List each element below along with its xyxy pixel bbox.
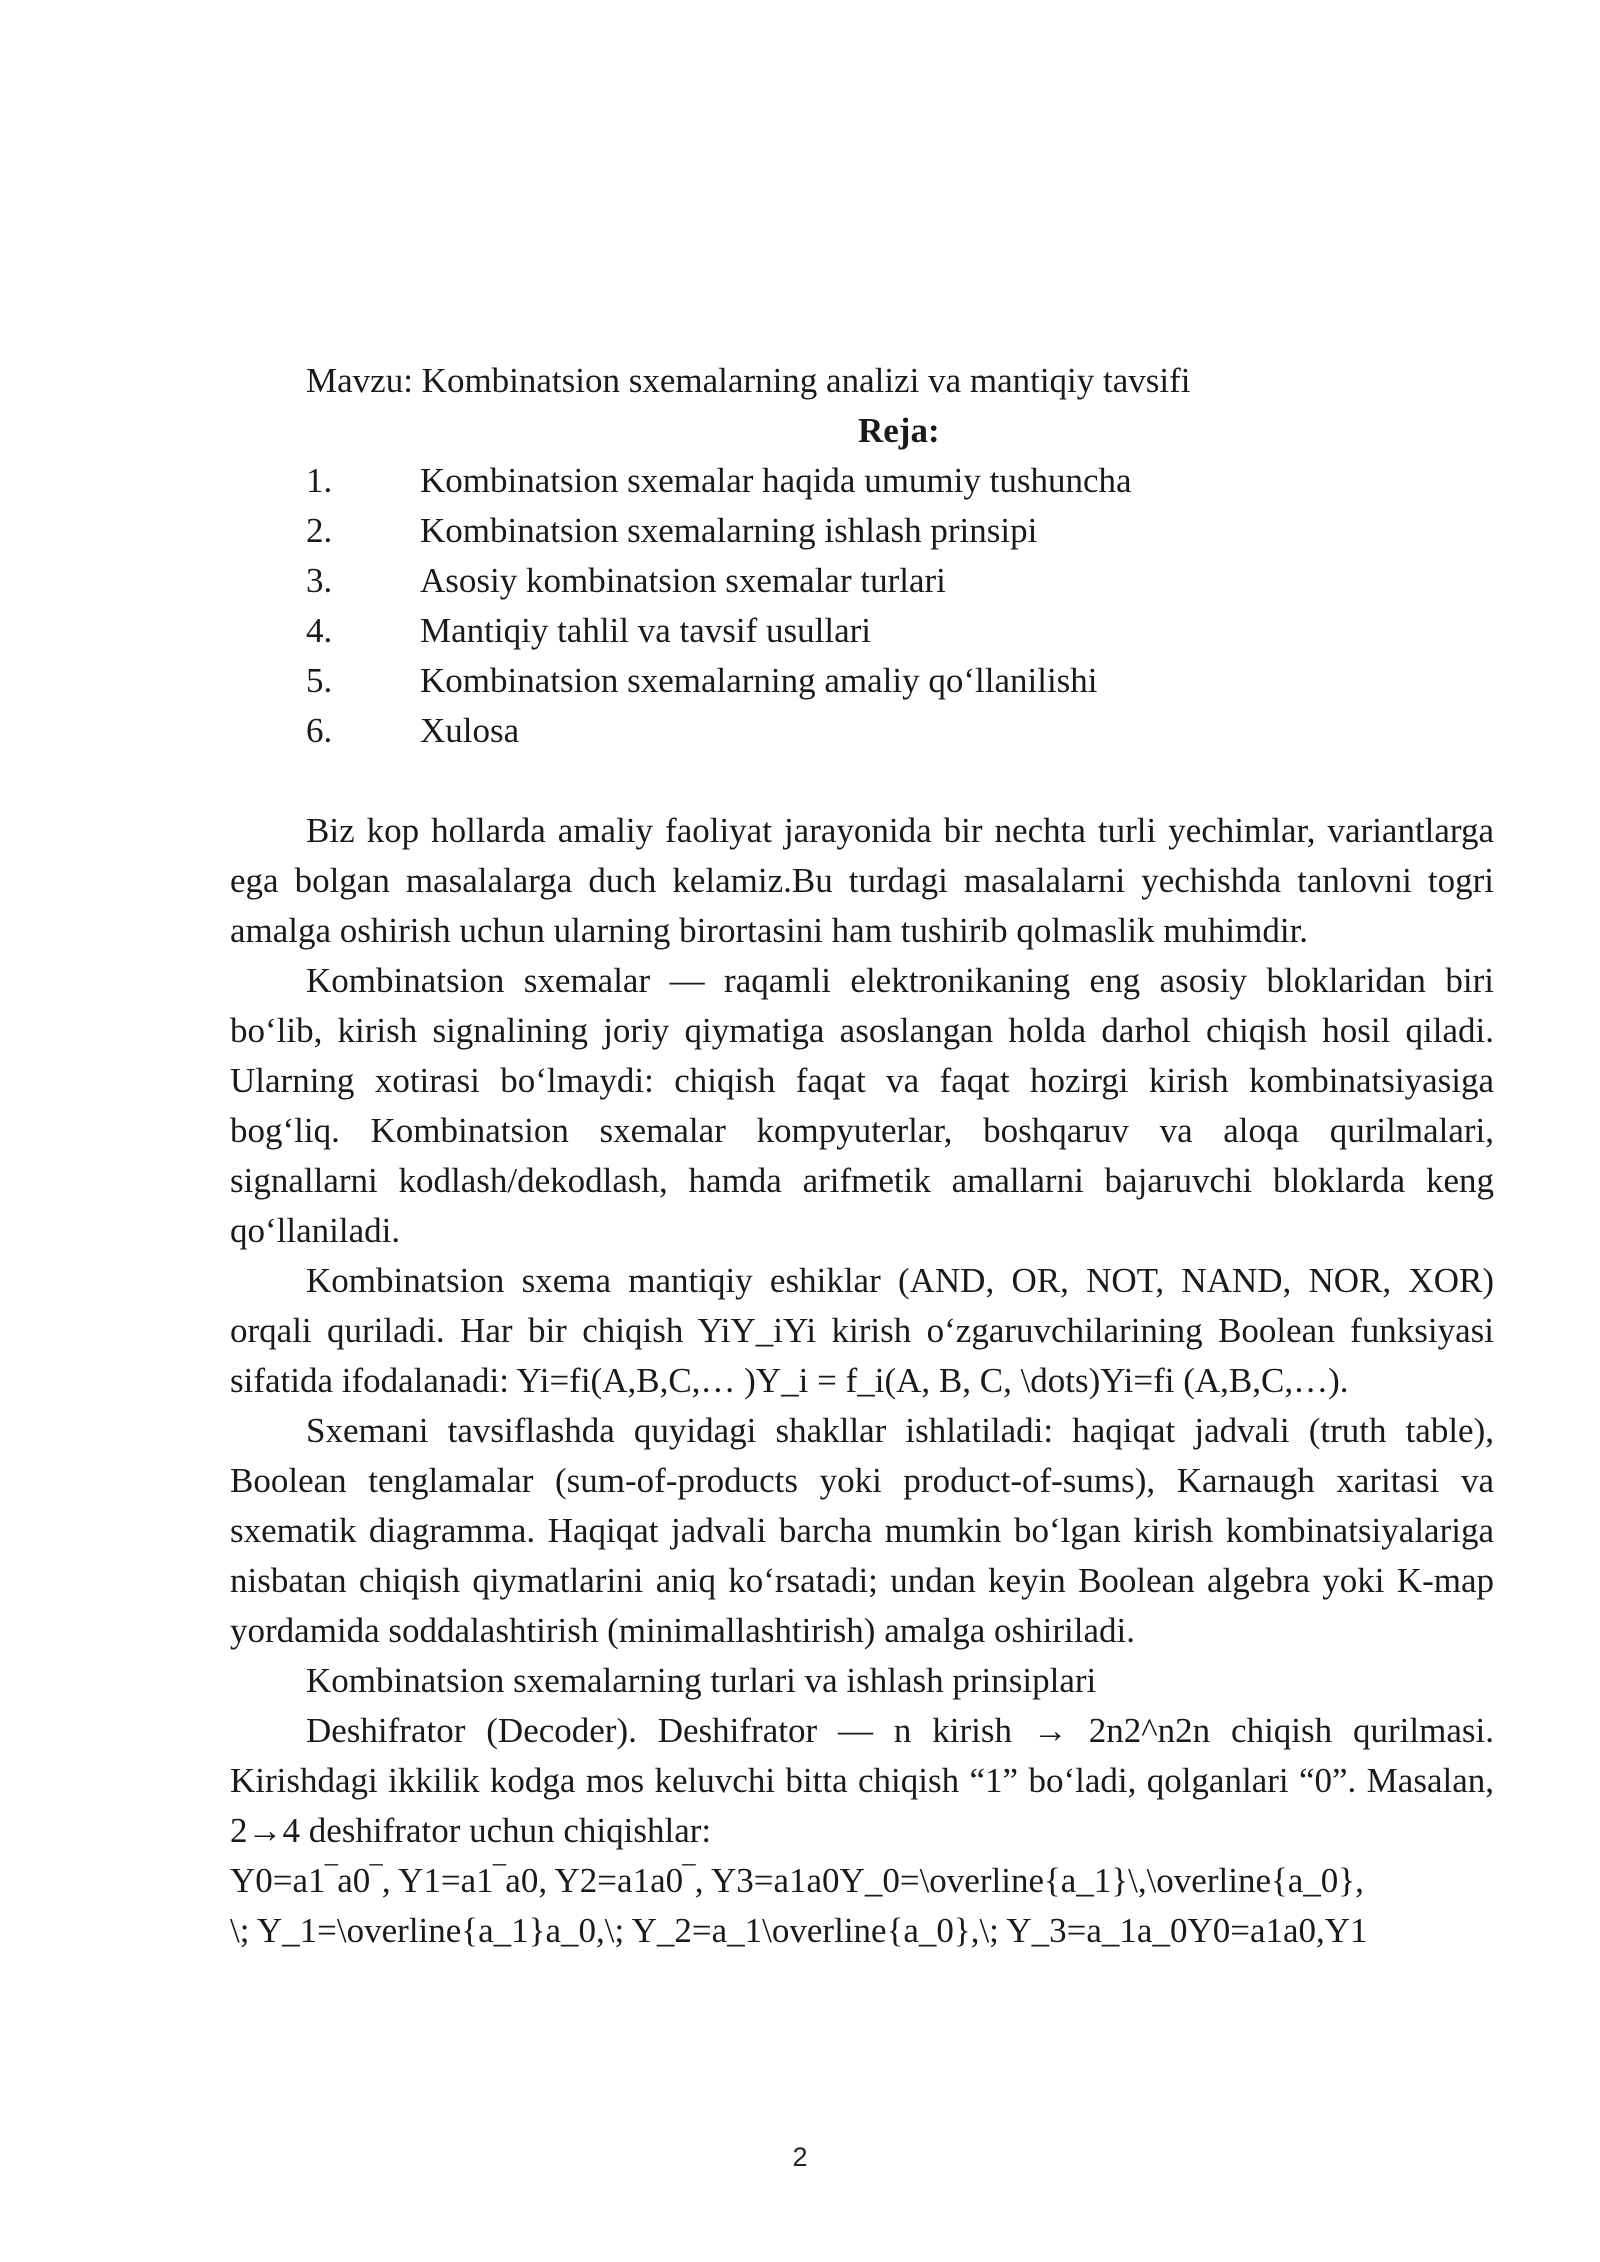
logic-gates-paragraph: Kombinatsion sxema mantiqiy eshiklar (AND, OR, NOT, NAND, NOR, XOR) orqali quriladi. Har bir chiqish YiY_iYi kirish o‘zgaruvchilarining Boolean funksiyasi sifatida ifodalanadi: Yi=fi(A,B,C,… )Y_i = f_i(A, B, C, \dots)Yi=fi (A,B,C,…). [230,1261,1494,1400]
formula-line: \; Y_1=\overline{a_1}a_0,\; Y_2=a_1\overline{a_0},\; Y_3=a_1a_0Y0=a1a0,Y1 [230,1911,1368,1950]
formula-line: Y0=a1‾a0‾, Y1=a1‾a0, Y2=a1a0‾, Y3=a1a0Y_0=\overline{a_1}\,\overline{a_0}, [230,1861,1364,1900]
plan-item-text: Xulosa [420,711,520,750]
topic-line: Mavzu: Kombinatsion sxemalarning analizi va mantiqiy tavsifi [306,361,1191,400]
plan-item-number: 6. [306,711,333,750]
plan-item [230,556,1494,606]
plan-item-number: 4. [306,611,333,650]
plan-item-number: 5. [306,661,333,700]
definition-paragraph: Kombinatsion sxemalar — raqamli elektronikaning eng asosiy bloklaridan biri bo‘lib, kirish signalining joriy qiymatiga asoslangan holda darhol chiqish hosil qiladi. Ularning xotirasi bo‘lmaydi: chiqish faqat va faqat hozirgi kirish kombinatsiyasiga bog‘liq. Kombinatsion sxemalar kompyuterlar, boshqaruv va aloqa qurilmalari, signallarni kodlash/dekodlash, hamda arifmetik amallarni bajaruvchi bloklarda keng qo‘llaniladi. [230,961,1494,1250]
plan-item [230,706,1494,756]
plan-item-text: Asosiy kombinatsion sxemalar turlari [420,561,946,600]
intro-paragraph: Biz kop hollarda amaliy faoliyat jarayonida bir nechta turli yechimlar, variantlarga ega bolgan masalalarga duch kelamiz.Bu turdagi masalalarni yechishda tanlovni togri amalga oshirish uchun ularning birortasini ham tushirib qolmaslik muhimdir. [230,811,1494,950]
plan-item-text: Kombinatsion sxemalarning amaliy qo‘llanilishi [420,661,1098,700]
plan-item-text: Kombinatsion sxemalar haqida umumiy tushuncha [420,461,1132,500]
description-methods-paragraph: Sxemani tavsiflashda quyidagi shakllar ishlatiladi: haqiqat jadvali (truth table), Boolean tenglamalar (sum-of-products yoki product-of-sums), Karnaugh xaritasi va sxematik diagramma. Haqiqat jadvali barcha mumkin bo‘lgan kirish kombinatsiyalariga nisbatan chiqish qiymatlarini aniq ko‘rsatadi; undan keyin Boolean algebra yoki K-map yordamida soddalashtirish (minimallashtirish) amalga oshiriladi. [230,1411,1494,1650]
plan-item [230,456,1494,506]
section-spacer [230,756,1494,806]
plan-title: Reja: [858,411,940,450]
plan-item [230,606,1494,656]
section-heading: Kombinatsion sxemalarning turlari va ishlash prinsiplari [306,1661,1097,1700]
page-number: 2 [792,2142,808,2172]
plan-item [230,506,1494,556]
plan-item-text: Kombinatsion sxemalarning ishlash prinsipi [420,511,1038,550]
plan-item-text: Mantiqiy tahlil va tavsif usullari [420,611,872,650]
decoder-paragraph: Deshifrator (Decoder). Deshifrator — n kirish → 2n2^n2n chiqish qurilmasi. Kirishdagi ikkilik kodga mos keluvchi bitta chiqish “1” bo‘ladi, qolganlari “0”. Masalan, 2→4 deshifrator uchun chiqishlar: [230,1711,1494,1850]
plan-item-number: 2. [306,511,333,550]
plan-item [230,656,1494,706]
document-body [230,356,1494,1956]
plan-list [230,456,1494,756]
plan-item-number: 1. [306,461,333,500]
plan-item-number: 3. [306,561,333,600]
